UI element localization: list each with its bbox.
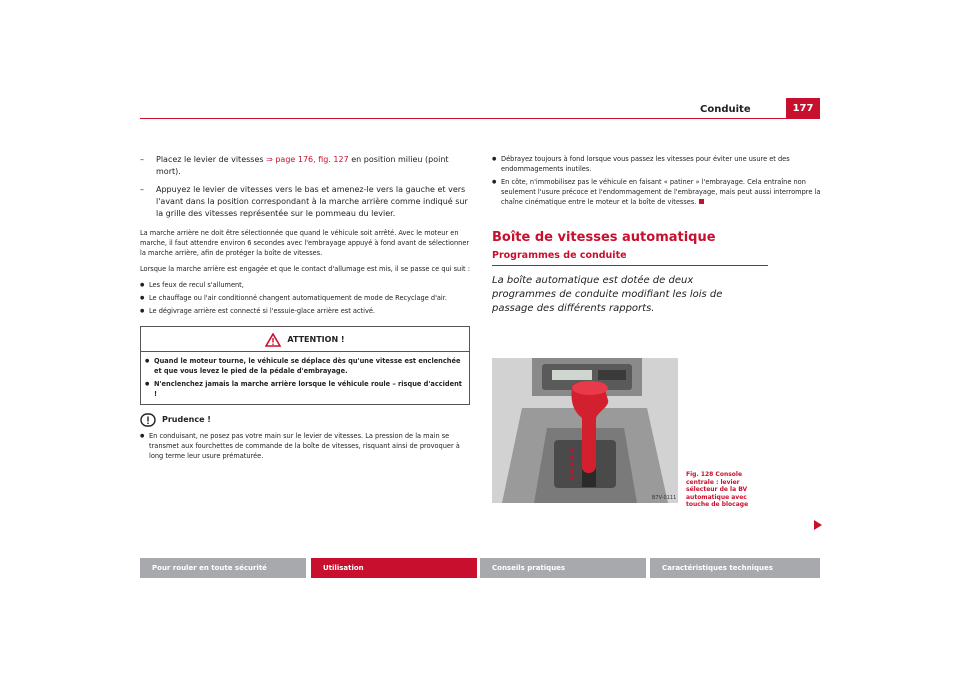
gear-selector-illustration	[492, 358, 678, 503]
figure-gear-selector	[492, 358, 678, 503]
list-item: ● Le chauffage ou l'air conditionné changent automatiquement de mode de Recyclage d'air.	[140, 293, 470, 303]
page-header-title: Conduite	[700, 104, 751, 115]
page-number: 177	[786, 98, 820, 118]
list-item: ● Quand le moteur tourne, le véhicule se déplace dès qu'une vitesse est enclenchée et que vous levez le pied de la pédale d'embrayage.	[145, 356, 465, 376]
prudence-title: Prudence !	[162, 415, 211, 424]
footer-tab-safety[interactable]: Pour rouler en toute sécurité	[140, 558, 306, 578]
footer-tab-usage[interactable]: Utilisation	[311, 558, 477, 578]
step-2-text: Appuyez le levier de vitesses vers le bas et amenez-le vers la gauche et vers l'avant dans la position correspondant à la marche arrière comme indiqué sur la grille des vitesses représentée sur le pommeau du levier.	[156, 185, 468, 218]
caution-exclamation-icon	[140, 413, 156, 427]
step-dash: –	[140, 155, 144, 164]
list-item	[492, 177, 822, 207]
left-column	[140, 154, 470, 464]
list-item-text: En côte, n'immobilisez pas le véhicule en faisant « patiner » l'embrayage. Cela entraîne non seulement l'usure précoce et l'endommagement de l'embrayage, mais peut aussi interrompre la chaîne cinématique entre le moteur et la boîte de vitesses.	[501, 178, 821, 206]
section-title: Boîte de vitesses automatique	[492, 230, 716, 245]
list-item: ● Débrayez toujours à fond lorsque vous passez les vitesses pour éviter une usure et des endommagements inutiles.	[492, 154, 822, 174]
step-1-suffix: en position milieu (point mort).	[156, 155, 449, 176]
right-column	[492, 154, 822, 324]
end-of-section-square-icon	[699, 199, 704, 204]
warning-triangle-icon	[265, 333, 281, 347]
step-2	[140, 184, 470, 220]
prudence-header	[140, 413, 470, 427]
footer-tab-technical-specs[interactable]: Caractéristiques techniques	[650, 558, 820, 578]
list-item: ● Les feux de recul s'allument,	[140, 280, 470, 290]
next-page-arrow-icon[interactable]	[814, 520, 822, 530]
paragraph-reverse-gear: La marche arrière ne doit être sélectionnée que quand le véhicule soit arrêté. Avec le moteur en marche, il faut attendre environ 6 secondes avec l'embrayage appuyé à fond avant de sélectionner la marche arrière, afin de protéger la boîte de vitesses.	[140, 229, 470, 257]
subsection-title: Programmes de conduite	[492, 250, 627, 261]
list-item: ● En conduisant, ne posez pas votre main sur le levier de vitesses. La pression de la main se transmet aux fourchettes de commande de la boîte de vitesses, risquant ainsi de provoquer à long terme leur usure prématurée.	[140, 431, 470, 461]
step-1	[140, 154, 470, 178]
attention-box	[140, 326, 470, 405]
intro-text: La boîte automatique est dotée de deux programmes de conduite modifiant les lois de passage des différents rapports.	[492, 275, 723, 314]
attention-title: ATTENTION !	[287, 335, 345, 344]
step-1-prefix: Placez le levier de vitesses	[156, 155, 267, 164]
header-rule	[140, 118, 820, 119]
step-dash: –	[140, 185, 144, 194]
figure-code: B7V-0111	[652, 495, 677, 501]
attention-body	[141, 352, 469, 404]
list-item: ● N'enclenchez jamais la marche arrière lorsque le véhicule roule – risque d'accident !	[145, 379, 465, 399]
page-reference-link[interactable]: ⇒ page 176, fig. 127	[266, 155, 349, 164]
figure-caption: Fig. 128 Console centrale : levier sélecteur de la BV automatique avec touche de blocage	[686, 471, 749, 508]
paragraph-reverse-engaged: Lorsque la marche arrière est engagée et que le contact d'allumage est mis, il se passe ce qui suit :	[140, 265, 470, 273]
footer-tab-practical-tips[interactable]: Conseils pratiques	[480, 558, 646, 578]
attention-header	[141, 327, 469, 352]
subsection-rule	[492, 265, 768, 266]
list-item: ● Le dégivrage arrière est connecté si l'essuie-glace arrière est activé.	[140, 306, 470, 316]
